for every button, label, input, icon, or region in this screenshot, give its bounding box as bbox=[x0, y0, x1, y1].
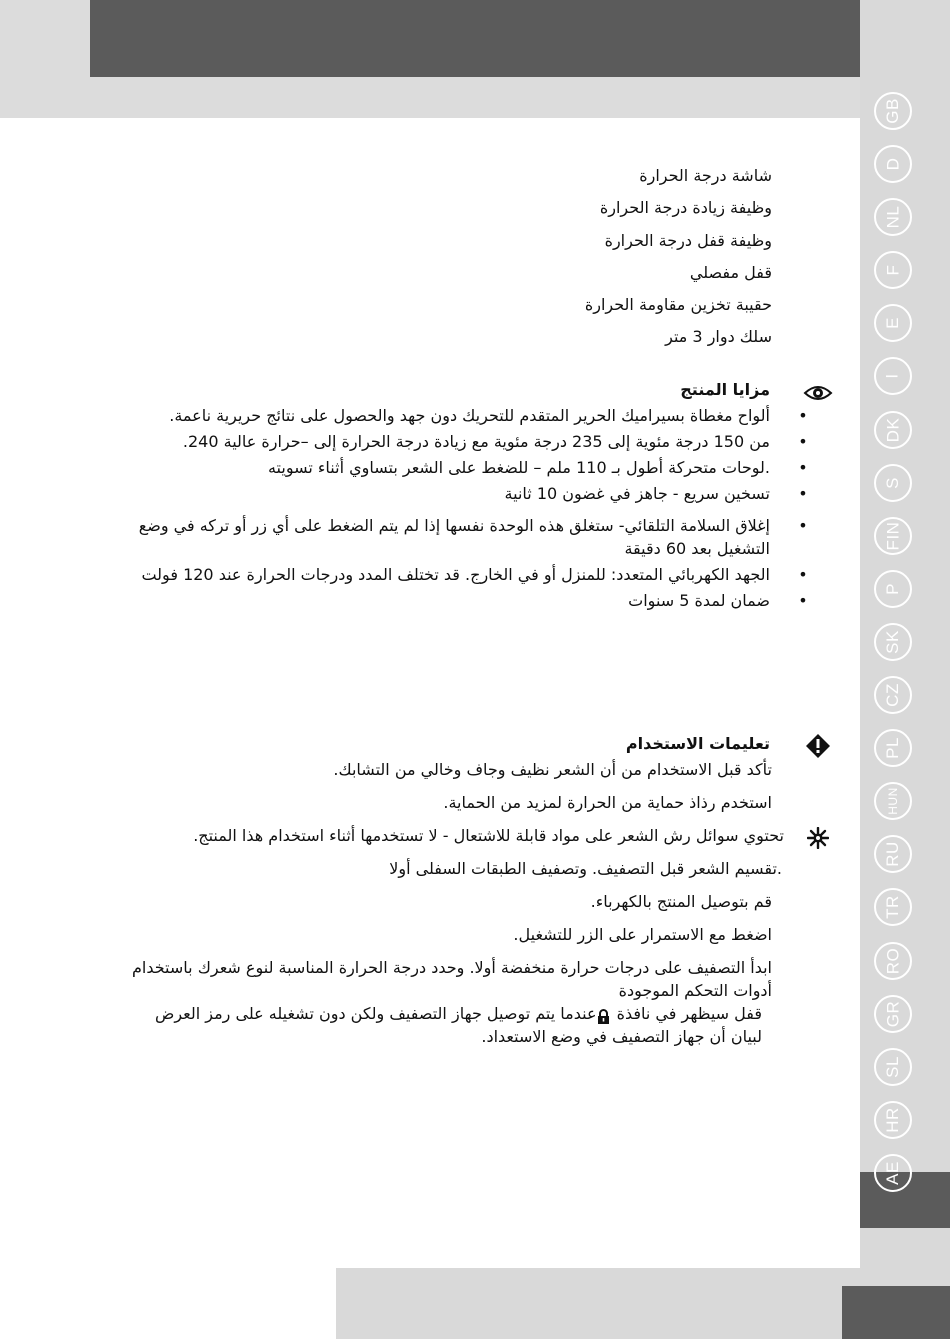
feature-item: وظيفة قفل درجة الحرارة bbox=[604, 230, 772, 250]
bullet-icon: • bbox=[798, 484, 808, 503]
instruction-text: ابدأ التصفيف على درجات حرارة منخفضة أولا. وحدد درجة الحرارة المناسبة لنوع شعرك باستخدام أدوات التحكم الموجودة bbox=[131, 958, 772, 1000]
language-tabs bbox=[872, 92, 916, 1207]
star-icon bbox=[803, 827, 833, 853]
instruction-text: قم بتوصيل المنتج بالكهرباء. bbox=[590, 892, 772, 911]
list-item: • الجهد الكهربائي المتعدد: للمنزل أو في الخارج. قد تختلف المدد ودرجات الحرارة عند 120 فولت bbox=[110, 563, 810, 586]
instruction-text: استخدم رذاذ حماية من الحرارة لمزيد من الحماية. bbox=[443, 793, 772, 812]
bullet-icon: • bbox=[798, 516, 808, 535]
lang-tab-ae[interactable]: AE bbox=[874, 1154, 912, 1192]
benefits-title: مزايا المنتج bbox=[680, 380, 770, 399]
warning-icon bbox=[803, 733, 833, 763]
instruction-text: تأكد قبل الاستخدام من أن الشعر نظيف وجاف وخالي من التشابك. bbox=[333, 760, 772, 779]
lang-tab-ru[interactable]: RU bbox=[874, 835, 912, 873]
feature-list bbox=[120, 160, 780, 354]
lang-tab-i[interactable]: I bbox=[874, 357, 912, 395]
feature-item: سلك دوار 3 متر bbox=[665, 327, 772, 347]
feature-item: شاشة درجة الحرارة bbox=[639, 166, 772, 185]
list-item: • من 150 درجة مئوية إلى 235 درجة مئوية مع زيادة درجة الحرارة إلى –حرارة عالية 240. bbox=[110, 430, 810, 453]
lang-tab-ro[interactable]: RO bbox=[874, 942, 912, 980]
feature-item: حقيبة تخزين مقاومة الحرارة bbox=[584, 295, 772, 315]
list-item: • تسخين سريع - جاهز في غضون 10 ثانية bbox=[110, 482, 810, 505]
bullet-icon: • bbox=[798, 458, 808, 477]
lang-tab-f[interactable]: F bbox=[874, 251, 912, 289]
list-item: • ضمان لمدة 5 سنوات bbox=[110, 589, 810, 612]
instruction-text: .تقسيم الشعر قبل التصفيف. وتصفيف الطبقات السفلى أولا bbox=[389, 859, 782, 878]
bullet-icon: • bbox=[798, 591, 808, 610]
bullet-icon: • bbox=[798, 406, 808, 425]
benefits-list bbox=[110, 404, 810, 615]
lang-tab-cz[interactable]: CZ bbox=[874, 676, 912, 714]
instruction-text: قفل سيظهر في نافذة عندما يتم توصيل جهاز التصفيف ولكن دون تشغيله على رمز العرض لبيان أن جهاز التصفيف في وضع الاستعداد. bbox=[154, 1004, 762, 1046]
feature-item: وظيفة زيادة درجة الحرارة bbox=[599, 198, 772, 218]
footer-block bbox=[336, 1268, 860, 1339]
header-bar bbox=[90, 0, 860, 77]
lang-tab-gr[interactable]: GR bbox=[874, 995, 912, 1033]
lang-tab-sk[interactable]: SK bbox=[874, 623, 912, 661]
lang-tab-hun[interactable]: HUN bbox=[874, 782, 912, 820]
lang-tab-sl[interactable]: SL bbox=[874, 1048, 912, 1086]
lang-tab-s[interactable]: S bbox=[874, 464, 912, 502]
instruction-text: تحتوي سوائل رش الشعر على مواد قابلة للاشتعال - لا تستخدمها أثناء استخدام هذا المنتج. bbox=[193, 826, 784, 845]
list-item: • ألواح مغطاة بسيراميك الحرير المتقدم للتحريك دون جهد والحصول على نتائج حريرية ناعمة. bbox=[110, 404, 810, 427]
lang-tab-dk[interactable]: DK bbox=[874, 411, 912, 449]
list-item: • .لوحات متحركة أطول بـ 110 ملم – للضغط على الشعر بتساوي أثناء تسويته bbox=[110, 456, 810, 479]
bullet-icon: • bbox=[798, 432, 808, 451]
lang-tab-fin[interactable]: FIN bbox=[874, 517, 912, 555]
usage-instructions bbox=[120, 758, 784, 1058]
lang-tab-e[interactable]: E bbox=[874, 304, 912, 342]
footer-corner-block bbox=[842, 1286, 950, 1339]
feature-item: قفل مفصلي bbox=[689, 262, 772, 282]
instruction-text: اضغط مع الاستمرار على الزر للتشغيل. bbox=[513, 925, 772, 944]
lang-tab-d[interactable]: D bbox=[874, 145, 912, 183]
list-item: • إغلاق السلامة التلقائي- ستغلق هذه الوحدة نفسها إذا لم يتم الضغط على أي زر أو تركه في وضع التشغيل بعد 60 دقيقة bbox=[110, 514, 810, 560]
lang-tab-nl[interactable]: NL bbox=[874, 198, 912, 236]
lang-tab-p[interactable]: P bbox=[874, 570, 912, 608]
lang-tab-gb[interactable]: GB bbox=[874, 92, 912, 130]
usage-title: تعليمات الاستخدام bbox=[625, 734, 770, 753]
lang-tab-hr[interactable]: HR bbox=[874, 1101, 912, 1139]
lang-tab-tr[interactable]: TR bbox=[874, 888, 912, 926]
lang-tab-pl[interactable]: PL bbox=[874, 729, 912, 767]
lock-icon bbox=[596, 1007, 611, 1022]
bullet-icon: • bbox=[798, 565, 808, 584]
